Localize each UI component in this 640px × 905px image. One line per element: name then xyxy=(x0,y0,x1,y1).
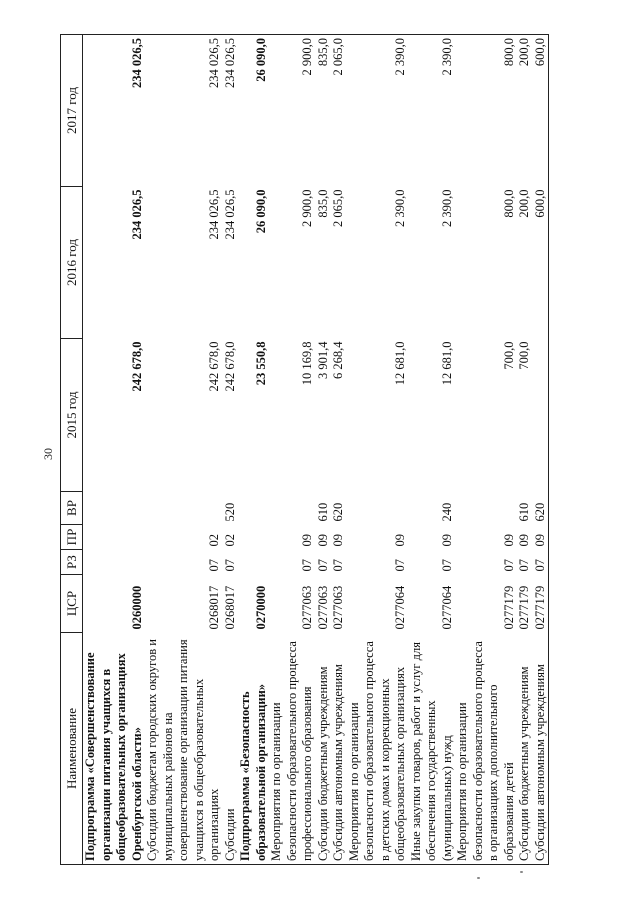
cell-pr xyxy=(238,525,269,550)
cell-y2017: 234 026,5 xyxy=(223,35,239,187)
cell-rz: 07 xyxy=(331,559,345,572)
cell-pr: 09 xyxy=(439,534,454,547)
cell-y2017: 835,0 xyxy=(316,35,332,187)
table-row xyxy=(409,35,456,865)
budget-table xyxy=(60,34,549,865)
cell-pr: 09 xyxy=(315,534,330,547)
cell-y2015: 12 681,0 xyxy=(439,341,454,386)
cell-rz: 07 xyxy=(517,559,531,572)
cell-y2016: 2 900,0 xyxy=(300,189,314,227)
row-name: Мероприятия по организации безопасности образовательного процесса в организациях дополнительного образования детей xyxy=(455,633,517,865)
header-2015: 2015 год xyxy=(61,339,83,492)
header-2016: 2016 год xyxy=(61,187,83,339)
cell-y2017: 234 026,5 xyxy=(83,35,146,187)
table-row xyxy=(533,35,549,865)
cell-y2016: 835,0 xyxy=(315,189,330,218)
cell-pr xyxy=(83,525,146,550)
cell-vr xyxy=(238,492,269,525)
row-name: Субсидии бюджетам городских округов и муниципальных районов на совершенствование организации питания учащихся в общеобразовательных организациях xyxy=(145,633,223,865)
cell-y2016: 2 390,0 xyxy=(439,189,454,227)
table-row xyxy=(223,35,239,865)
cell-y2017: 2 900,0 xyxy=(269,35,316,187)
cell-y2016: 234 026,5 xyxy=(207,189,221,240)
cell-pr: 09 xyxy=(501,534,516,547)
table-row xyxy=(517,35,533,865)
cell-vr xyxy=(83,492,146,525)
cell-vr: 620 xyxy=(533,492,549,525)
cell-pr: 09 xyxy=(517,534,531,547)
cell-csr: 0268017 xyxy=(222,585,237,630)
cell-csr: 0277064 xyxy=(393,585,407,630)
scan-speck xyxy=(520,871,523,873)
cell-rz: 07 xyxy=(300,559,314,572)
cell-y2015: 700,0 xyxy=(517,341,531,370)
cell-pr: 02 xyxy=(222,534,237,547)
scan-speck xyxy=(477,877,480,879)
cell-y2017: 800,0 xyxy=(455,35,517,187)
page-number: 30 xyxy=(41,448,55,460)
table-header-row xyxy=(61,35,83,865)
table-row xyxy=(347,35,409,865)
row-name: Подпрограмма «Безопасность образовательной организации» xyxy=(238,633,269,865)
cell-y2015: 12 681,0 xyxy=(393,341,407,386)
cell-y2016: 2 390,0 xyxy=(393,189,407,227)
cell-y2017: 2 390,0 xyxy=(409,35,456,187)
cell-vr: 520 xyxy=(222,502,237,522)
table-row xyxy=(455,35,517,865)
header-rz: РЗ xyxy=(61,550,83,575)
row-name: Мероприятия по организации безопасности образовательного процесса в детских домах и коррекционных общеобразовательных организациях xyxy=(347,633,409,865)
cell-csr: 0277063 xyxy=(331,585,345,630)
cell-rz: 07 xyxy=(222,559,237,572)
table-row xyxy=(83,35,146,865)
cell-y2016: 600,0 xyxy=(533,187,549,339)
cell-y2015: 242 678,0 xyxy=(129,341,144,392)
row-name: Субсидии бюджетным учреждениям xyxy=(517,633,533,865)
cell-vr: 610 xyxy=(315,502,330,522)
row-name: Субсидии автономным учреждениям xyxy=(331,633,347,865)
cell-vr: 240 xyxy=(439,502,454,522)
row-name: Иные закупки товаров, работ и услуг для обеспечения государственных (муниципальных) нужд xyxy=(409,633,456,865)
cell-y2015: 23 550,8 xyxy=(253,341,268,386)
cell-y2015 xyxy=(533,339,549,492)
cell-csr: 0270000 xyxy=(253,585,268,630)
cell-vr xyxy=(145,492,223,525)
cell-rz: 07 xyxy=(533,550,549,575)
cell-csr: 0277179 xyxy=(501,585,516,630)
cell-y2016: 234 026,5 xyxy=(222,189,237,240)
cell-rz xyxy=(238,550,269,575)
cell-pr: 02 xyxy=(207,534,221,547)
row-name: Субсидии xyxy=(223,633,239,865)
cell-y2016: 234 026,5 xyxy=(129,189,144,240)
cell-y2017: 600,0 xyxy=(533,35,549,187)
cell-pr: 09 xyxy=(533,525,549,550)
cell-y2017: 2 390,0 xyxy=(347,35,409,187)
cell-y2015: 242 678,0 xyxy=(222,341,237,392)
cell-rz: 07 xyxy=(393,559,407,572)
cell-y2017: 2 065,0 xyxy=(331,35,347,187)
table-row xyxy=(331,35,347,865)
cell-csr: 0260000 xyxy=(129,585,144,630)
cell-y2017: 234 026,5 xyxy=(145,35,223,187)
cell-vr: 620 xyxy=(331,502,345,522)
cell-csr: 0277064 xyxy=(439,585,454,630)
cell-y2017: 26 090,0 xyxy=(238,35,269,187)
row-name: Мероприятия по организации безопасности образовательного процесса профессионального образования xyxy=(269,633,316,865)
cell-rz: 07 xyxy=(207,559,221,572)
cell-csr: 0277179 xyxy=(533,575,549,633)
row-name: Подпрограмма «Совершенствование организации питания учащихся в общеобразовательных организациях Оренбургской области» xyxy=(83,633,146,865)
cell-csr: 0277179 xyxy=(517,585,531,630)
cell-pr: 09 xyxy=(331,534,345,547)
cell-y2015: 242 678,0 xyxy=(207,341,221,392)
header-csr: ЦСР xyxy=(61,575,83,633)
table-row xyxy=(316,35,332,865)
cell-csr: 0277063 xyxy=(315,585,330,630)
cell-vr xyxy=(269,492,316,525)
rotated-table-container xyxy=(60,35,550,865)
cell-y2017: 200,0 xyxy=(517,35,533,187)
cell-y2016: 2 065,0 xyxy=(331,189,345,227)
cell-csr: 0268017 xyxy=(207,585,221,630)
table-row xyxy=(145,35,223,865)
cell-y2016: 200,0 xyxy=(517,189,531,218)
cell-pr: 09 xyxy=(300,534,314,547)
header-2017: 2017 год xyxy=(61,35,83,187)
cell-y2015: 10 169,8 xyxy=(300,341,314,386)
cell-y2015: 700,0 xyxy=(501,341,516,370)
cell-vr xyxy=(455,492,517,525)
row-name: Субсидии автономным учреждениям xyxy=(533,633,549,865)
table-row xyxy=(269,35,316,865)
cell-y2015: 6 268,4 xyxy=(331,341,345,379)
header-pr: ПР xyxy=(61,525,83,550)
cell-vr: 610 xyxy=(517,502,531,522)
header-name: Наименование xyxy=(61,633,83,865)
cell-rz: 07 xyxy=(501,559,516,572)
cell-y2016: 800,0 xyxy=(501,189,516,218)
cell-vr xyxy=(347,492,409,525)
table-body xyxy=(83,35,549,865)
cell-y2015: 3 901,4 xyxy=(315,341,330,379)
header-vr: ВР xyxy=(61,492,83,525)
table-row xyxy=(238,35,269,865)
cell-rz xyxy=(83,550,146,575)
cell-csr: 0277063 xyxy=(300,585,314,630)
cell-rz: 07 xyxy=(439,559,454,572)
cell-pr: 09 xyxy=(393,534,407,547)
cell-rz: 07 xyxy=(315,559,330,572)
cell-y2016: 26 090,0 xyxy=(253,189,268,234)
row-name: Субсидии бюджетным учреждениям xyxy=(316,633,332,865)
